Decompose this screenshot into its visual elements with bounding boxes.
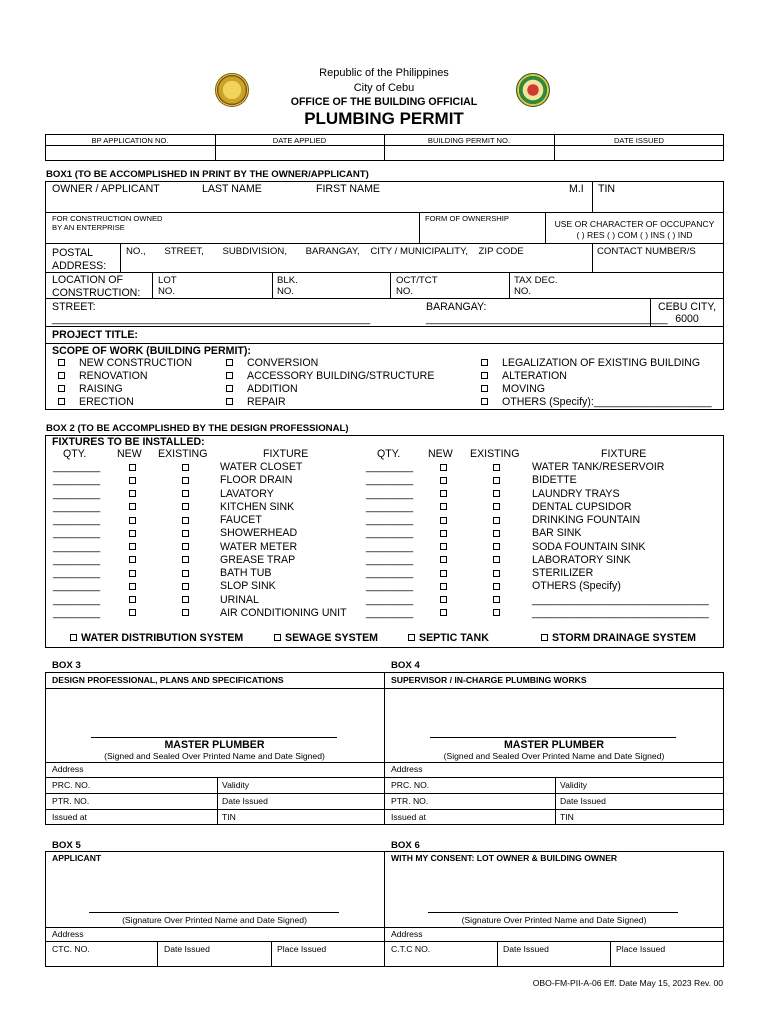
scope-label: NEW CONSTRUCTION: [79, 357, 192, 369]
checkbox-icon[interactable]: [226, 372, 233, 379]
box6-place-issued[interactable]: Place Issued: [616, 944, 666, 954]
fixture-new-checkbox[interactable]: [129, 607, 136, 620]
box3-master-plumber: MASTER PLUMBER: [164, 739, 265, 751]
fixture-qty-field[interactable]: ________: [366, 553, 414, 566]
enterprise-label-line1: FOR CONSTRUCTION OWNED: [52, 214, 163, 223]
checkbox-icon[interactable]: [58, 372, 65, 379]
checkbox-icon[interactable]: [129, 596, 136, 603]
checkbox-icon[interactable]: [129, 609, 136, 616]
checkbox-icon[interactable]: [182, 543, 189, 550]
scope-label: ACCESSORY BUILDING/STRUCTURE: [247, 370, 435, 382]
box5-place-issued[interactable]: Place Issued: [277, 944, 327, 954]
oct-no: NO.: [396, 286, 414, 297]
box4-label: BOX 4: [391, 660, 420, 671]
fixture-qty-field[interactable]: ________: [366, 527, 414, 540]
fixture-name: ______________________________: [532, 593, 709, 606]
occupancy-options[interactable]: ( ) RES ( ) COM ( ) INS ( ) IND: [576, 230, 693, 240]
fixture-name: BAR SINK: [532, 527, 582, 540]
fixture-qty-field[interactable]: ________: [53, 593, 101, 606]
checkbox-icon[interactable]: [274, 634, 281, 641]
fixture-existing-checkbox[interactable]: [493, 514, 500, 527]
fixture-new-checkbox[interactable]: [129, 541, 136, 554]
checkbox-icon[interactable]: [408, 634, 415, 641]
fixture-new-checkbox[interactable]: [440, 567, 447, 580]
scope-of-work-heading: SCOPE OF WORK (BUILDING PERMIT):: [52, 345, 251, 357]
fixture-name: WATER CLOSET: [220, 461, 303, 473]
bp-application-no-header: BP APPLICATION NO.: [91, 136, 169, 145]
form-code-footer: OBO-FM-PII-A-06 Eff. Date May 15, 2023 Rev. 00: [532, 978, 723, 988]
fixture-existing-checkbox[interactable]: [182, 607, 189, 620]
tin-label: TIN: [598, 183, 616, 195]
scope-legalization[interactable]: [481, 357, 700, 370]
taxdec-no: NO.: [514, 286, 532, 297]
box6-date-issued[interactable]: Date Issued: [503, 944, 549, 954]
checkbox-icon[interactable]: [129, 464, 136, 471]
box4-master-plumber: MASTER PLUMBER: [503, 739, 605, 751]
system-label: STORM DRAINAGE SYSTEM: [552, 632, 697, 644]
checkbox-icon[interactable]: [440, 583, 447, 590]
project-title-label: PROJECT TITLE:: [52, 329, 138, 341]
postal-label-line1: POSTAL: [52, 247, 94, 259]
fixture-existing-checkbox[interactable]: [182, 594, 189, 607]
checkbox-icon[interactable]: [440, 517, 447, 524]
postal-label-line2: ADDRESS:: [52, 260, 107, 272]
checkbox-icon[interactable]: [481, 359, 488, 366]
date-issued-header: DATE ISSUED: [613, 136, 665, 145]
checkbox-icon[interactable]: [493, 556, 500, 563]
box4-address[interactable]: Address: [391, 764, 423, 774]
box4-caption: (Signed and Sealed Over Printed Name and Date Signed): [443, 751, 665, 761]
fixture-existing-checkbox[interactable]: [493, 474, 500, 487]
fixture-qty-field[interactable]: ________: [53, 487, 101, 500]
box5-caption: (Signature Over Printed Name and Date Signed): [122, 915, 307, 925]
checkbox-icon[interactable]: [182, 570, 189, 577]
checkbox-icon[interactable]: [182, 583, 189, 590]
checkbox-icon[interactable]: [493, 583, 500, 590]
scope-renovation[interactable]: [58, 370, 147, 383]
fixture-new-checkbox[interactable]: [440, 501, 447, 514]
fixture-existing-checkbox[interactable]: [182, 567, 189, 580]
box6-ctc-no[interactable]: C.T.C NO.: [391, 944, 431, 954]
lot-label: LOT: [158, 275, 177, 286]
new-header-right: NEW: [428, 448, 453, 460]
fixture-name: WATER METER: [220, 540, 298, 553]
fixture-qty-field[interactable]: ________: [366, 487, 414, 500]
fixture-qty-field[interactable]: ________: [366, 567, 414, 579]
fixture-qty-field[interactable]: ________: [366, 461, 414, 473]
scope-label: ALTERATION: [502, 370, 567, 382]
box5-heading: APPLICANT: [52, 853, 102, 863]
box3-heading: DESIGN PROFESSIONAL, PLANS AND SPECIFICATIONS: [52, 675, 284, 685]
building-permit-no-field[interactable]: [385, 146, 553, 160]
fixture-name: DENTAL CUPSIDOR: [532, 500, 632, 513]
scope-label: ERECTION: [79, 396, 134, 408]
box5-address[interactable]: Address: [52, 929, 84, 939]
fixture-qty-field[interactable]: ________: [53, 553, 101, 566]
fixture-existing-checkbox[interactable]: [493, 501, 500, 514]
scope-label: REPAIR: [247, 396, 286, 408]
fixture-existing-checkbox[interactable]: [182, 554, 189, 567]
checkbox-icon[interactable]: [493, 503, 500, 510]
fixture-name: URINAL: [220, 593, 259, 606]
fixture-name: ______________________________: [532, 606, 709, 619]
box6-signature-line[interactable]: [428, 912, 678, 913]
taxdec-label: TAX DEC.: [514, 275, 558, 286]
checkbox-icon[interactable]: [70, 634, 77, 641]
checkbox-icon[interactable]: [440, 477, 447, 484]
zip-code-label: 6000: [675, 313, 699, 325]
fixture-existing-checkbox[interactable]: [493, 594, 500, 607]
fixture-qty-field[interactable]: ________: [366, 540, 414, 553]
checkbox-icon[interactable]: [481, 385, 488, 392]
form-of-ownership-label: FORM OF OWNERSHIP: [425, 214, 509, 223]
checkbox-icon[interactable]: [129, 543, 136, 550]
enterprise-label: [52, 214, 163, 232]
fixture-qty-field[interactable]: ________: [53, 527, 101, 540]
oct-tct-no-label: [396, 275, 438, 297]
checkbox-icon[interactable]: [440, 464, 447, 471]
box6-caption: (Signature Over Printed Name and Date Signed): [461, 915, 647, 925]
checkbox-icon[interactable]: [481, 372, 488, 379]
system-label: SEWAGE SYSTEM: [285, 632, 379, 644]
checkbox-icon[interactable]: [182, 556, 189, 563]
checkbox-icon[interactable]: [493, 517, 500, 524]
fixture-name: STERILIZER: [532, 567, 594, 579]
fixture-qty-field[interactable]: ________: [53, 500, 101, 513]
street-label: STREET:: [52, 301, 96, 313]
checkbox-icon[interactable]: [129, 477, 136, 484]
tax-dec-no-label: [514, 275, 558, 297]
checkbox-icon[interactable]: [58, 398, 65, 405]
date-issued-field[interactable]: [555, 146, 723, 160]
system-storm-drainage[interactable]: [541, 632, 696, 645]
scope-repair[interactable]: [226, 396, 286, 409]
box5-ctc-no[interactable]: CTC. NO.: [52, 944, 90, 954]
scope-label: MOVING: [502, 383, 545, 395]
checkbox-icon[interactable]: [129, 503, 136, 510]
scope-label: RENOVATION: [79, 370, 148, 382]
checkbox-icon[interactable]: [226, 398, 233, 405]
fixture-existing-checkbox[interactable]: [182, 541, 189, 554]
barangay-label: BARANGAY:: [426, 301, 487, 313]
fixture-existing-checkbox[interactable]: [182, 461, 189, 474]
lot-no: NO.: [158, 286, 176, 297]
checkbox-icon[interactable]: [440, 543, 447, 550]
system-sewage[interactable]: [274, 632, 378, 645]
checkbox-icon[interactable]: [129, 583, 136, 590]
box5-signature-line[interactable]: [89, 912, 339, 913]
qty-header-right: QTY.: [377, 448, 401, 460]
checkbox-icon[interactable]: [182, 464, 189, 471]
checkbox-icon[interactable]: [440, 556, 447, 563]
fixture-existing-checkbox[interactable]: [182, 527, 189, 540]
checkbox-icon[interactable]: [493, 477, 500, 484]
fixture-name: SODA FOUNTAIN SINK: [532, 540, 646, 553]
fixture-existing-checkbox[interactable]: [182, 501, 189, 514]
fixture-qty-field[interactable]: ________: [53, 580, 101, 593]
fixture-qty-field[interactable]: ________: [53, 567, 101, 579]
fixture-header-right: FIXTURE: [601, 448, 647, 460]
checkbox-icon[interactable]: [226, 385, 233, 392]
box5-label: BOX 5: [52, 840, 81, 851]
fixture-new-checkbox[interactable]: [129, 514, 136, 527]
existing-header-left: EXISTING: [158, 448, 208, 460]
fixture-name: SLOP SINK: [220, 580, 276, 593]
checkbox-icon[interactable]: [493, 596, 500, 603]
box4-tin[interactable]: TIN: [560, 812, 574, 822]
checkbox-icon[interactable]: [440, 503, 447, 510]
box6-address[interactable]: Address: [391, 929, 423, 939]
fixture-new-checkbox[interactable]: [129, 461, 136, 474]
fixture-existing-checkbox[interactable]: [182, 514, 189, 527]
scope-label: CONVERSION: [247, 357, 319, 369]
fixture-name: GREASE TRAP: [220, 553, 296, 566]
republic-line: Republic of the Philippines: [319, 67, 449, 79]
checkbox-icon[interactable]: [440, 530, 447, 537]
checkbox-icon[interactable]: [129, 530, 136, 537]
scope-raising[interactable]: [58, 383, 123, 396]
box3-date-issued[interactable]: Date Issued: [222, 796, 268, 806]
first-name-label: FIRST NAME: [316, 183, 380, 195]
new-header-left: NEW: [117, 448, 142, 460]
fixture-new-checkbox[interactable]: [440, 527, 447, 540]
fixture-new-checkbox[interactable]: [129, 580, 136, 593]
fixture-new-checkbox[interactable]: [440, 607, 447, 620]
checkbox-icon[interactable]: [226, 359, 233, 366]
box3-signature-line[interactable]: [91, 737, 337, 738]
scope-others[interactable]: [481, 396, 712, 409]
contact-numbers-label: CONTACT NUMBER/S: [597, 246, 696, 257]
checkbox-icon[interactable]: [129, 517, 136, 524]
postal-address-label: [52, 247, 106, 273]
fixture-qty-field[interactable]: ________: [53, 461, 101, 473]
system-water-distribution[interactable]: [70, 632, 243, 645]
fixture-existing-checkbox[interactable]: [493, 607, 500, 620]
scope-new-construction[interactable]: [58, 357, 192, 370]
checkbox-icon[interactable]: [182, 490, 189, 497]
location-of-construction-label: [52, 274, 140, 300]
box2-heading: BOX 2 (TO BE ACCOMPLISHED BY THE DESIGN PROFESSIONAL): [46, 423, 349, 434]
barangay-field[interactable]: _________________________________________: [426, 313, 668, 325]
page-title: PLUMBING PERMIT: [304, 109, 464, 128]
fixture-qty-field[interactable]: ________: [366, 593, 414, 606]
scope-accessory-building[interactable]: [226, 370, 434, 383]
fixture-new-checkbox[interactable]: [129, 554, 136, 567]
fixture-existing-checkbox[interactable]: [182, 488, 189, 501]
box3-validity[interactable]: Validity: [222, 780, 250, 790]
fixture-name: OTHERS (Specify): [532, 580, 621, 593]
fixture-new-checkbox[interactable]: [440, 541, 447, 554]
fixture-new-checkbox[interactable]: [440, 474, 447, 487]
owner-applicant-label: OWNER / APPLICANT: [52, 183, 160, 195]
fixture-new-checkbox[interactable]: [129, 488, 136, 501]
box3-label: BOX 3: [52, 660, 81, 671]
box6-label: BOX 6: [391, 840, 420, 851]
scope-addition[interactable]: [226, 383, 298, 396]
checkbox-icon[interactable]: [129, 570, 136, 577]
fixture-new-checkbox[interactable]: [129, 501, 136, 514]
fixture-new-checkbox[interactable]: [440, 461, 447, 474]
fixture-name: FLOOR DRAIN: [220, 474, 293, 487]
checkbox-icon[interactable]: [541, 634, 548, 641]
last-name-label: LAST NAME: [202, 183, 262, 195]
fixture-new-checkbox[interactable]: [440, 554, 447, 567]
fixture-header-left: FIXTURE: [263, 448, 309, 460]
fixture-name: SHOWERHEAD: [220, 527, 298, 540]
system-septic-tank[interactable]: [408, 632, 489, 645]
box4-validity[interactable]: Validity: [560, 780, 588, 790]
checkbox-icon[interactable]: [440, 609, 447, 616]
office-line: OFFICE OF THE BUILDING OFFICIAL: [290, 96, 478, 108]
fixture-name: LAUNDRY TRAYS: [532, 487, 620, 500]
fixture-new-checkbox[interactable]: [440, 594, 447, 607]
fixture-name: BIDETTE: [532, 474, 577, 487]
box4-issued-at[interactable]: Issued at: [391, 812, 426, 822]
checkbox-icon[interactable]: [182, 517, 189, 524]
scope-conversion[interactable]: [226, 357, 318, 370]
scope-label: ADDITION: [247, 383, 298, 395]
checkbox-icon[interactable]: [481, 398, 488, 405]
checkbox-icon[interactable]: [129, 556, 136, 563]
box6-heading: WITH MY CONSENT: LOT OWNER & BUILDING OWNER: [391, 853, 618, 863]
street-field[interactable]: ______________________________________________________: [52, 313, 371, 325]
fixture-new-checkbox[interactable]: [440, 580, 447, 593]
fixture-qty-field[interactable]: ________: [366, 474, 414, 487]
checkbox-icon[interactable]: [182, 503, 189, 510]
enterprise-label-line2: BY AN ENTERPRISE: [52, 223, 125, 232]
checkbox-icon[interactable]: [493, 464, 500, 471]
checkbox-icon[interactable]: [440, 490, 447, 497]
scope-moving[interactable]: [481, 383, 545, 396]
location-label-line2: CONSTRUCTION:: [52, 287, 141, 299]
checkbox-icon[interactable]: [493, 530, 500, 537]
box3-ptr-no[interactable]: PTR. NO.: [52, 796, 90, 806]
fixture-name: LABORATORY SINK: [532, 553, 631, 566]
checkbox-icon[interactable]: [493, 609, 500, 616]
fixture-existing-checkbox[interactable]: [493, 461, 500, 474]
location-label-line1: LOCATION OF: [52, 274, 124, 286]
postal-fields-label: NO., STREET, SUBDIVISION, BARANGAY, CITY / MUNICIPALITY, ZIP CODE: [126, 246, 524, 257]
tin-field[interactable]: [596, 196, 720, 210]
blk-no: NO.: [277, 286, 295, 297]
fixture-qty-field[interactable]: ________: [53, 540, 101, 553]
oct-label: OCT/TCT: [396, 275, 438, 286]
fixture-existing-checkbox[interactable]: [493, 541, 500, 554]
fixture-qty-field[interactable]: ________: [366, 606, 414, 619]
checkbox-icon[interactable]: [493, 570, 500, 577]
building-permit-no-header: BUILDING PERMIT NO.: [427, 136, 511, 145]
fixture-new-checkbox[interactable]: [129, 527, 136, 540]
box4-ptr-no[interactable]: PTR. NO.: [391, 796, 429, 806]
fixtures-heading: FIXTURES TO BE INSTALLED:: [52, 436, 205, 448]
scope-erection[interactable]: [58, 396, 134, 409]
box3-prc-no[interactable]: PRC. NO.: [52, 780, 91, 790]
existing-header-right: EXISTING: [470, 448, 520, 460]
blk-no-label: [277, 275, 298, 297]
system-label: WATER DISTRIBUTION SYSTEM: [81, 632, 244, 644]
checkbox-icon[interactable]: [182, 530, 189, 537]
fixture-qty-field[interactable]: ________: [53, 606, 101, 619]
box3-caption: (Signed and Sealed Over Printed Name and Date Signed): [104, 751, 325, 761]
city-line: City of Cebu: [353, 82, 415, 94]
fixture-new-checkbox[interactable]: [129, 474, 136, 487]
checkbox-icon[interactable]: [440, 596, 447, 603]
fixture-name: LAVATORY: [220, 487, 274, 500]
checkbox-icon[interactable]: [493, 543, 500, 550]
date-applied-header: DATE APPLIED: [272, 136, 327, 145]
box4-signature-line[interactable]: [430, 737, 676, 738]
box4-date-issued[interactable]: Date Issued: [560, 796, 606, 806]
fixture-existing-checkbox[interactable]: [493, 488, 500, 501]
checkbox-icon[interactable]: [58, 385, 65, 392]
fixture-qty-field[interactable]: ________: [366, 500, 414, 513]
checkbox-icon[interactable]: [493, 490, 500, 497]
box4-prc-no[interactable]: PRC. NO.: [391, 780, 430, 790]
fixture-qty-field[interactable]: ________: [366, 580, 414, 593]
fixture-existing-checkbox[interactable]: [493, 527, 500, 540]
box3-address[interactable]: Address: [52, 764, 84, 774]
checkbox-icon[interactable]: [182, 477, 189, 484]
fixture-new-checkbox[interactable]: [129, 567, 136, 580]
fixture-new-checkbox[interactable]: [440, 488, 447, 501]
checkbox-icon[interactable]: [182, 609, 189, 616]
fixture-new-checkbox[interactable]: [129, 594, 136, 607]
fixture-name: FAUCET: [220, 514, 262, 526]
box3-tin[interactable]: TIN: [222, 812, 236, 822]
fixture-name: DRINKING FOUNTAIN: [532, 514, 641, 526]
fixture-existing-checkbox[interactable]: [182, 580, 189, 593]
cebu-city-label: CEBU CITY,: [657, 301, 717, 313]
fixture-new-checkbox[interactable]: [440, 514, 447, 527]
system-label: SEPTIC TANK: [419, 632, 489, 644]
fixture-qty-field[interactable]: ________: [366, 514, 414, 526]
blk-label: BLK.: [277, 275, 298, 286]
owner-name-field[interactable]: [50, 196, 588, 210]
fixture-name: KITCHEN SINK: [220, 500, 295, 513]
lot-no-label: [158, 275, 177, 297]
checkbox-icon[interactable]: [182, 596, 189, 603]
occupancy-label: USE OR CHARACTER OF OCCUPANCY: [554, 219, 715, 229]
qty-header-left: QTY.: [63, 448, 87, 460]
fixture-existing-checkbox[interactable]: [182, 474, 189, 487]
fixture-name: AIR CONDITIONING UNIT: [220, 606, 347, 619]
checkbox-icon[interactable]: [58, 359, 65, 366]
mi-label: M.I: [569, 183, 584, 195]
date-applied-field[interactable]: [216, 146, 383, 160]
box5-date-issued[interactable]: Date Issued: [164, 944, 210, 954]
fixture-existing-checkbox[interactable]: [493, 567, 500, 580]
box4-heading: SUPERVISOR / IN-CHARGE PLUMBING WORKS: [391, 675, 587, 685]
scope-label: OTHERS (Specify):____________________: [502, 396, 712, 408]
checkbox-icon[interactable]: [129, 490, 136, 497]
fixture-name: WATER TANK/RESERVOIR: [532, 461, 665, 473]
fixture-name: BATH TUB: [220, 567, 272, 579]
fixture-qty-field[interactable]: ________: [53, 474, 101, 487]
fixture-qty-field[interactable]: ________: [53, 514, 101, 526]
box3-issued-at[interactable]: Issued at: [52, 812, 87, 822]
checkbox-icon[interactable]: [440, 570, 447, 577]
scope-alteration[interactable]: [481, 370, 567, 383]
scope-label: RAISING: [79, 383, 123, 395]
bp-application-no-field[interactable]: [46, 146, 214, 160]
fixture-existing-checkbox[interactable]: [493, 580, 500, 593]
scope-label: LEGALIZATION OF EXISTING BUILDING: [502, 357, 701, 369]
fixture-existing-checkbox[interactable]: [493, 554, 500, 567]
box1-heading: BOX1 (TO BE ACCOMPLISHED IN PRINT BY THE OWNER/APPLICANT): [46, 169, 369, 180]
